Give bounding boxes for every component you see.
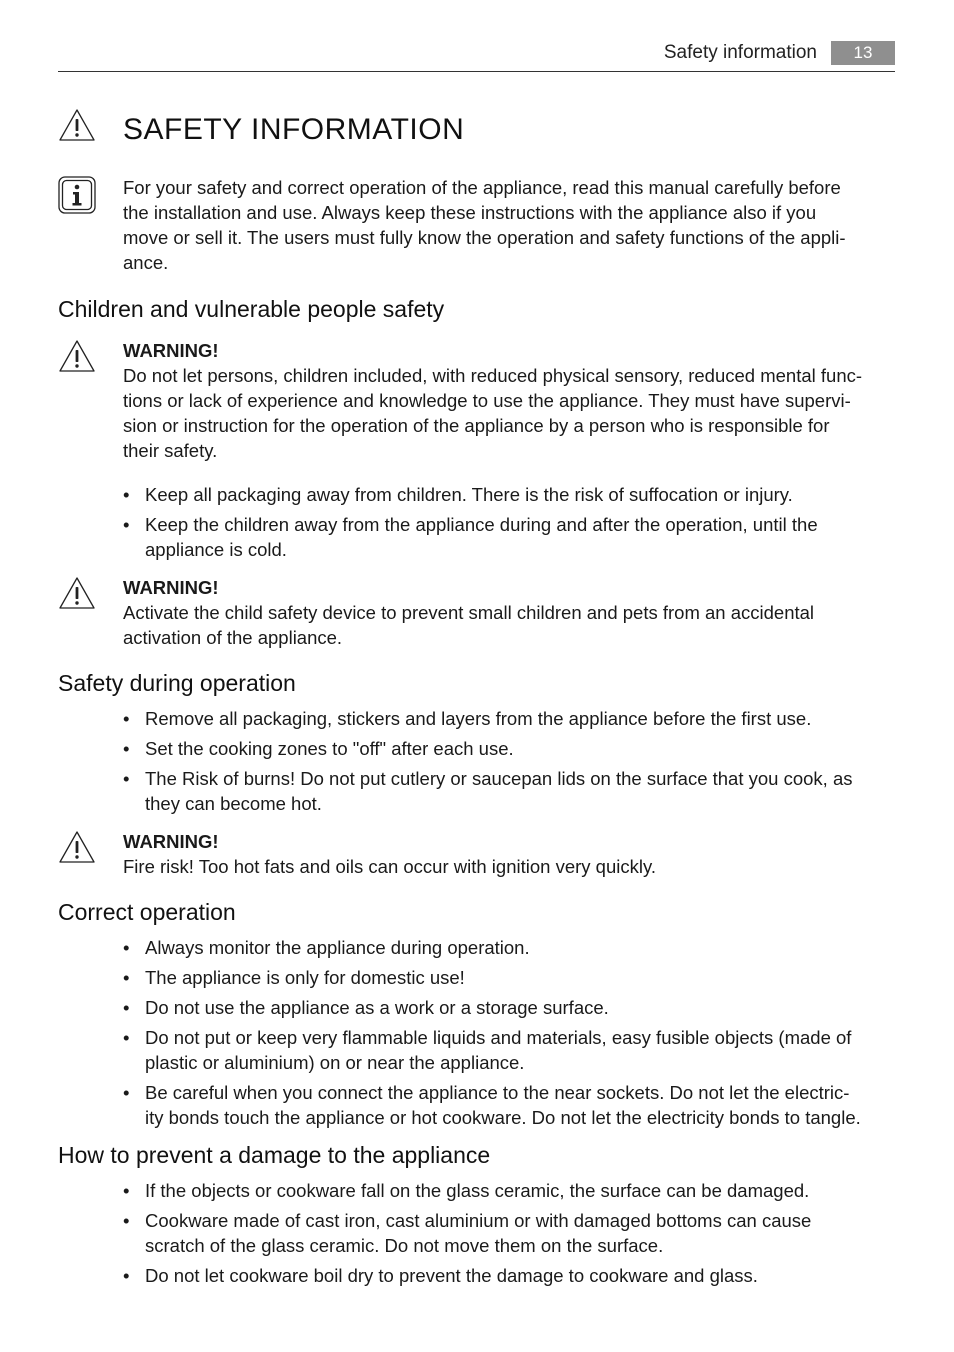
intro-line: For your safety and correct operation of the appliance, read this manual carefully before	[123, 177, 841, 198]
list-item-text: Do not put or keep very flammable liquids and materials, easy fusible objects (made of	[145, 1027, 852, 1048]
bullet-dot: •	[123, 768, 130, 789]
section-heading-damage: How to prevent a damage to the appliance	[58, 1142, 491, 1168]
warning-label: WARNING!	[123, 831, 219, 852]
list-item-text: Be careful when you connect the appliance to the near sockets. Do not let the electric-	[145, 1082, 850, 1103]
warning-triangle-icon	[58, 108, 96, 142]
section-heading-children: Children and vulnerable people safety	[58, 296, 445, 322]
list-item-text: Set the cooking zones to "off" after each use.	[145, 738, 514, 759]
list-item-text: appliance is cold.	[145, 539, 287, 560]
warning-block-children	[123, 338, 895, 463]
fire-risk-lead: Fire risk!	[123, 856, 194, 877]
info-icon	[58, 176, 96, 214]
section-heading-operation: Safety during operation	[58, 670, 296, 696]
bullet-dot: •	[123, 1265, 130, 1286]
list-item-text: Do not let cookware boil dry to prevent the damage to cookware and glass.	[145, 1265, 758, 1286]
bullet-dot: •	[123, 937, 130, 958]
running-header	[58, 40, 895, 72]
bullet-dot: •	[123, 514, 130, 535]
warning-block-child-lock	[123, 575, 895, 650]
bullet-dot: •	[123, 997, 130, 1018]
list-item-text: Always monitor the appliance during operation.	[145, 937, 530, 958]
bullet-dot: •	[123, 1210, 130, 1231]
bullet-dot: •	[123, 1082, 130, 1103]
list-item-text: Remove all packaging, stickers and layers from the appliance before the first use.	[145, 708, 812, 729]
intro-line: the installation and use. Always keep these instructions with the appliance also if you	[123, 202, 817, 223]
list-item-text: Cookware made of cast iron, cast aluminium or with damaged bottoms can cause	[145, 1210, 812, 1231]
bullet-dot: •	[123, 967, 130, 988]
warning-line: tions or lack of experience and knowledge to use the appliance. They must have supervi-	[123, 390, 851, 411]
intro-paragraph	[123, 175, 895, 275]
list-item-text: Do not use the appliance as a work or a storage surface.	[145, 997, 609, 1018]
warning-block-fire	[123, 829, 895, 879]
warning-triangle-icon	[58, 830, 96, 864]
list-item-text: Keep all packaging away from children. There is the risk of suffocation or injury.	[145, 484, 793, 505]
warning-line	[123, 854, 895, 879]
page-title: SAFETY INFORMATION	[123, 113, 465, 146]
warning-line: sion or instruction for the operation of the appliance by a person who is responsible for	[123, 415, 830, 436]
warning-line: Activate the child safety device to prevent small children and pets from an accidental	[123, 602, 815, 623]
list-item-text: scratch of the glass ceramic. Do not move them on the surface.	[145, 1235, 664, 1256]
list-item-text: Keep the children away from the appliance during and after the operation, until the	[145, 514, 818, 535]
bullet-dot: •	[123, 1027, 130, 1048]
list-item-text: they can become hot.	[145, 793, 322, 814]
bullet-dot: •	[123, 708, 130, 729]
warning-triangle-icon	[58, 339, 96, 373]
section-heading-correct-operation: Correct operation	[58, 899, 236, 925]
bullet-dot: •	[123, 1180, 130, 1201]
list-item-text: ity bonds touch the appliance or hot cookware. Do not let the electricity bonds to tangle.	[145, 1107, 861, 1128]
list-item-text: The appliance is only for domestic use!	[145, 967, 465, 988]
list-item-text: The Risk of burns! Do not put cutlery or saucepan lids on the surface that you cook, as	[145, 768, 853, 789]
warning-line: Do not let persons, children included, with reduced physical sensory, reduced mental func-	[123, 365, 863, 386]
bullet-dot: •	[123, 738, 130, 759]
warning-label: WARNING!	[123, 577, 219, 598]
fire-risk-text: Too hot fats and oils can occur with ignition very quickly.	[193, 856, 656, 877]
header-section-title: Safety information	[663, 42, 817, 63]
warning-label: WARNING!	[123, 340, 219, 361]
page-number: 13	[831, 41, 895, 65]
intro-line: ance.	[123, 252, 169, 273]
intro-line: move or sell it. The users must fully know the operation and safety functions of the appli-	[123, 227, 846, 248]
warning-line: activation of the appliance.	[123, 627, 343, 648]
bullet-dot: •	[123, 484, 130, 505]
warning-triangle-icon	[58, 576, 96, 610]
list-item-text: plastic or aluminium) on or near the appliance.	[145, 1052, 525, 1073]
list-item-text: If the objects or cookware fall on the glass ceramic, the surface can be damaged.	[145, 1180, 810, 1201]
warning-line: their safety.	[123, 440, 218, 461]
